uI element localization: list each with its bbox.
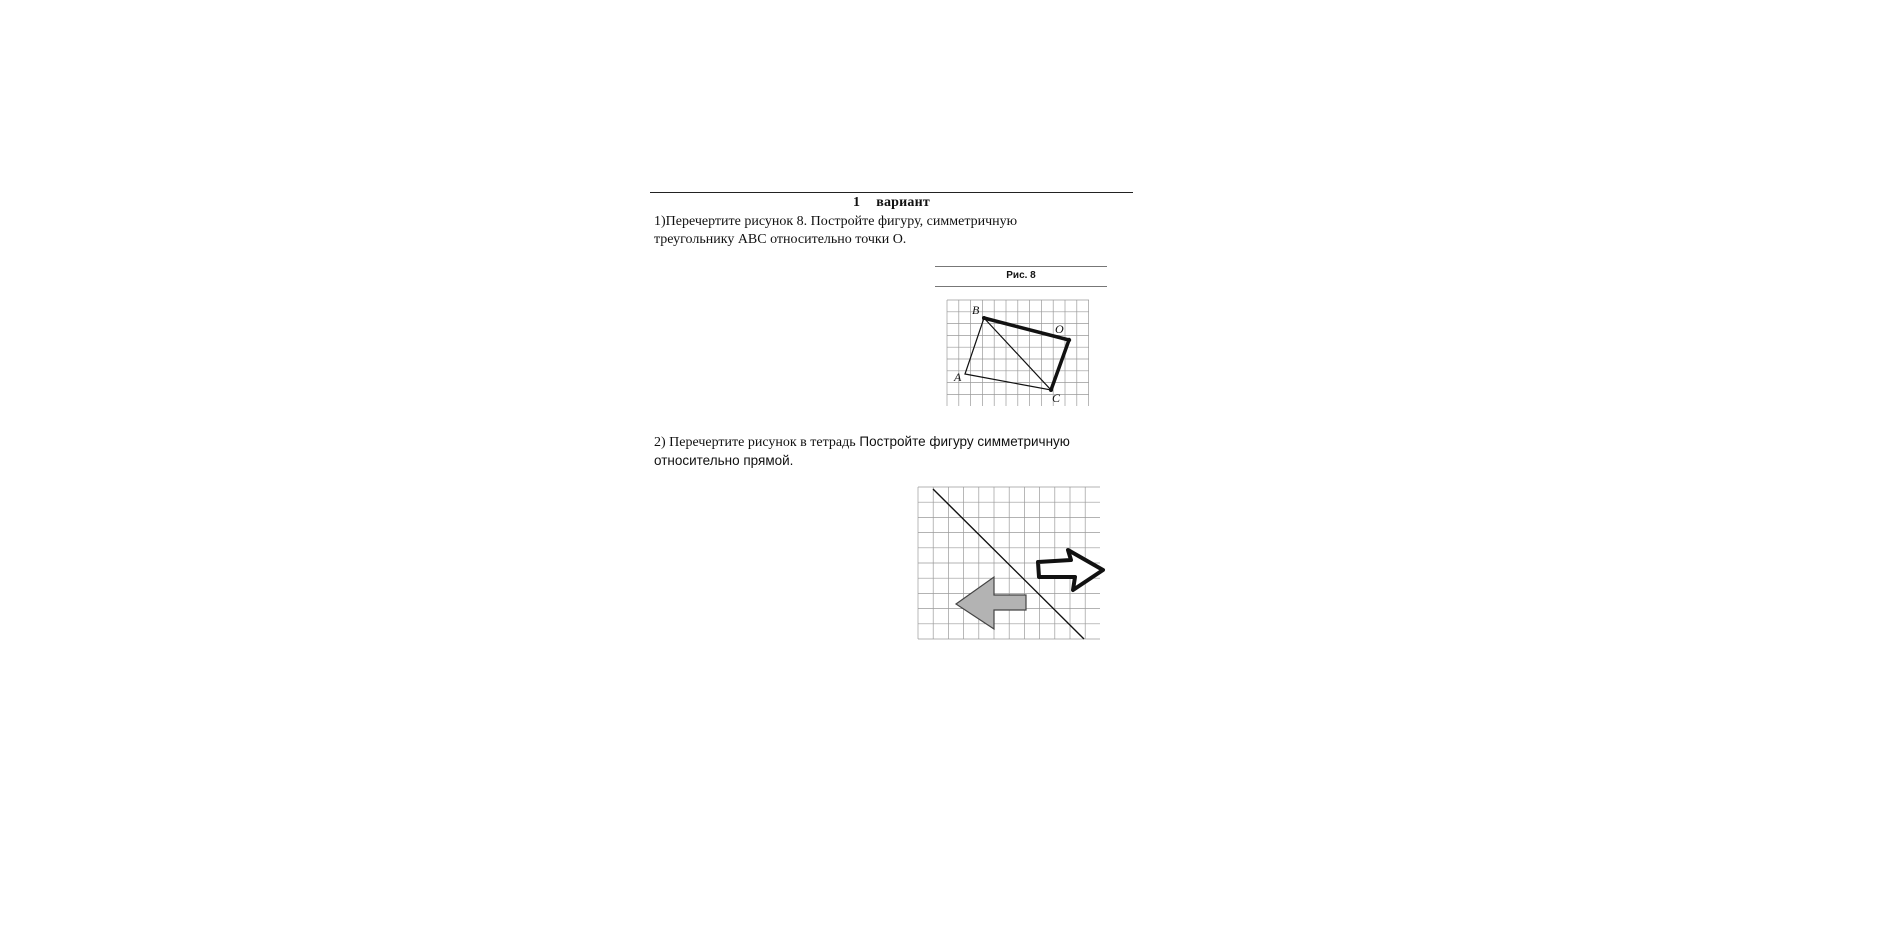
task-1-line-2: треугольнику ABC относительно точки O. (654, 232, 907, 247)
figure-8-caption-block (935, 266, 1107, 292)
task-2-line-2: относительно прямой. (654, 453, 794, 468)
task-1-line-1: 1)Перечертите рисунок 8. Постройте фигуру, симметричную (654, 214, 1018, 229)
task-2-text (654, 433, 1070, 470)
task-2-line-1-serif: 2) Перечертите рисунок в тетрадь (654, 435, 856, 450)
label-c: C (1052, 391, 1061, 405)
figure-8-grid (947, 300, 1089, 406)
label-o: O (1055, 322, 1064, 336)
task-2-line-1-sans: Постройте фигуру симметричную (855, 434, 1070, 449)
figure-8-caption: Рис. 8 (1006, 270, 1036, 281)
triangle-abc (965, 318, 1051, 390)
caption-rule-top (935, 266, 1107, 267)
task-1-text (654, 213, 1017, 249)
point-o (1067, 338, 1071, 342)
figure-8-gridlines (947, 300, 1089, 406)
variant-number: 1 (853, 195, 861, 210)
gray-left-arrow (956, 577, 1026, 629)
point-b (982, 316, 986, 320)
top-divider (650, 192, 1133, 193)
variant-word: вариант (876, 195, 930, 210)
caption-rule-bottom (935, 286, 1107, 287)
outlined-right-arrow (1038, 550, 1103, 590)
label-b: B (972, 303, 980, 317)
task-2-line-1 (654, 433, 1070, 452)
variant-title (650, 195, 1133, 211)
label-a: A (954, 370, 962, 384)
figure-2-grid (918, 487, 1108, 641)
